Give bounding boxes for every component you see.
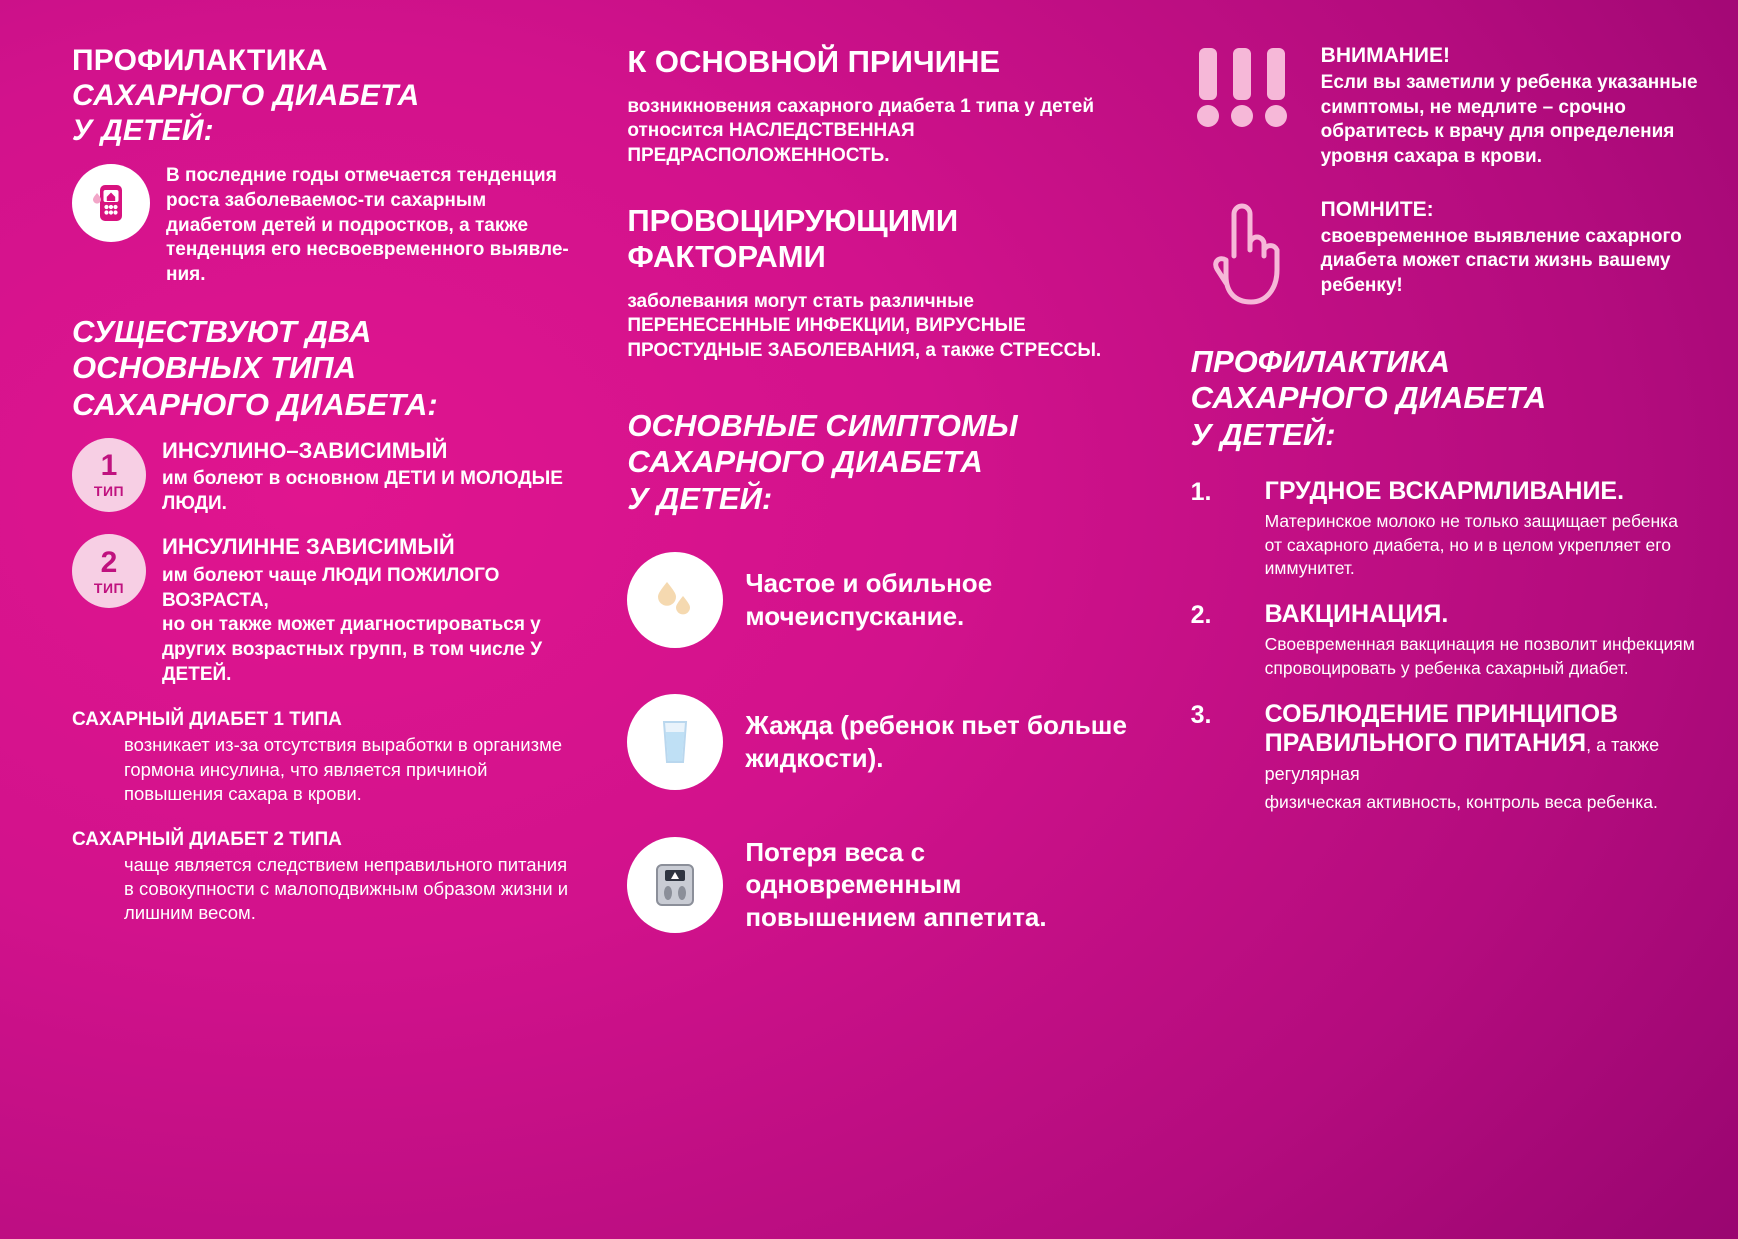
type-1-word: ТИП <box>93 483 125 500</box>
factors-title-line2: ФАКТОРАМИ <box>627 239 826 275</box>
intro-block <box>72 164 581 287</box>
water-drops-icon <box>627 552 723 648</box>
prevention-item-2-text: Своевременная вакцинация не позволит инфекциям спровоцировать у ребенка сахарный диабет. <box>1264 634 1695 678</box>
symptom-text: Жажда (ребенок пьет больше жидкости). <box>745 709 1127 773</box>
glucometer-icon <box>72 164 150 242</box>
scales-icon <box>627 837 723 933</box>
symptoms-title-line2: САХАРНОГО ДИАБЕТА <box>627 444 983 480</box>
prevention-item-3-title-tail: , а также регулярная <box>1264 734 1660 784</box>
type-1-title: ИНСУЛИНО–ЗАВИСИМЫЙ <box>162 437 448 463</box>
diabetes-block-2-head: САХАРНЫЙ ДИАБЕТ 2 ТИПА <box>72 828 342 850</box>
page-title-line1: ПРОФИЛАКТИКА <box>72 44 328 77</box>
water-glass-icon <box>627 694 723 790</box>
factors-title <box>627 203 1136 276</box>
prevention-item-3 <box>1191 700 1698 814</box>
type-2-word: ТИП <box>93 579 125 596</box>
diabetes-block-2 <box>72 829 581 926</box>
prevention-item-3-title <box>1265 700 1698 787</box>
type-2-title: ИНСУЛИННЕ ЗАВИСИМЫЙ <box>162 534 455 560</box>
type-2-text: но он также может диагностироваться у других возрастных групп, в том числе У ДЕТЕЙ. <box>162 614 543 685</box>
diabetes-type-1 <box>72 438 581 517</box>
prevention-item-3-index: 3. <box>1190 700 1212 729</box>
type-1-text: им болеют в основном ДЕТИ И МОЛОДЫЕ ЛЮДИ. <box>162 468 563 514</box>
prevention-item-1-index: 1. <box>1190 478 1212 507</box>
symptom-item <box>627 552 1136 648</box>
intro-text: В последние годы отмечается тенденция роста заболеваемос-ти сахарным диабетом детей и подростков, а также тенденция его несвоевременного выявле-ния. <box>166 165 569 286</box>
attention-block <box>1191 44 1698 170</box>
prevention-item-3-title-main: СОБЛЮДЕНИЕ ПРИНЦИПОВ ПРАВИЛЬНОГО ПИТАНИЯ <box>1264 699 1619 757</box>
prevention-title-line1: ПРОФИЛАКТИКА <box>1190 343 1451 379</box>
factors-title-line1: ПРОВОЦИРУЮЩИМИ <box>627 202 959 238</box>
symptom-item <box>627 694 1136 790</box>
triple-exclamation-icon <box>1191 44 1303 132</box>
type-1-badge <box>72 438 146 512</box>
remember-title: ПОМНИТЕ: <box>1320 197 1434 221</box>
types-heading-line2: ОСНОВНЫХ ТИПА <box>72 350 356 386</box>
symptoms-title <box>627 408 1136 518</box>
page-title-line3: У ДЕТЕЙ: <box>72 113 214 147</box>
column-causes-symptoms <box>627 44 1182 1219</box>
pointing-finger-icon <box>1191 198 1303 310</box>
type-2-number: 2 <box>100 545 118 579</box>
prevention-item-2-index: 2. <box>1190 601 1212 630</box>
remember-block <box>1191 198 1698 310</box>
diabetes-block-1-head: САХАРНЫЙ ДИАБЕТ 1 ТИПА <box>72 709 342 731</box>
prevention-item-1-title: ГРУДНОЕ ВСКАРМЛИВАНИЕ. <box>1264 477 1625 506</box>
prevention-item-3-text: физическая активность, контроль веса ребенка. <box>1264 791 1658 812</box>
prevention-item-1 <box>1191 477 1698 580</box>
prevention-item-2 <box>1191 600 1698 680</box>
diabetes-type-2 <box>72 534 581 687</box>
types-heading <box>72 314 581 424</box>
type-2-text-bold: им болеют чаще ЛЮДИ ПОЖИЛОГО ВОЗРАСТА, <box>162 564 500 611</box>
diabetes-block-1-text: возникает из-за отсутствия выработки в организме гормона инсулина, что является причиной повышения сахара в крови. <box>124 734 563 805</box>
prevention-title <box>1191 344 1698 454</box>
type-1-number: 1 <box>100 449 118 483</box>
cause-title: К ОСНОВНОЙ ПРИЧИНЕ <box>627 44 1001 79</box>
attention-title: ВНИМАНИЕ! <box>1320 44 1450 67</box>
symptom-text: Частое и обильное мочеиспускание. <box>745 567 993 631</box>
symptoms-title-line1: ОСНОВНЫЕ СИМПТОМЫ <box>627 407 1018 443</box>
types-heading-line3: САХАРНОГО ДИАБЕТА: <box>72 386 438 422</box>
page-title-line2: САХАРНОГО ДИАБЕТА <box>72 78 420 112</box>
symptom-item <box>627 836 1136 934</box>
prevention-item-2-title: ВАКЦИНАЦИЯ. <box>1264 600 1449 629</box>
diabetes-block-1 <box>72 709 581 806</box>
symptoms-title-line3: У ДЕТЕЙ: <box>627 481 773 517</box>
prevention-title-line2: САХАРНОГО ДИАБЕТА <box>1190 380 1547 416</box>
page-title <box>72 44 581 148</box>
prevention-title-line3: У ДЕТЕЙ: <box>1190 416 1336 452</box>
factors-text: заболевания могут стать различные ПЕРЕНЕСЕННЫЕ ИНФЕКЦИИ, ВИРУСНЫЕ ПРОСТУДНЫЕ ЗАБОЛЕВАНИЯ, а также СТРЕССЫ. <box>627 290 1102 362</box>
column-prevention-intro <box>72 44 627 1219</box>
cause-text: возникновения сахарного диабета 1 типа у детей относится НАСЛЕДСТВЕННАЯ ПРЕДРАСПОЛОЖЕННОСТЬ. <box>627 95 1094 166</box>
types-heading-line1: СУЩЕСТВУЮТ ДВА <box>72 313 372 349</box>
attention-text: Если вы заметили у ребенка указанные симптомы, не медлите – срочно обратитесь к врачу для определения уровня сахара в крови. <box>1320 72 1698 168</box>
diabetes-block-2-text: чаще является следствием неправильного питания в совокупности с малоподвижным образом жизни и лишним весом. <box>124 853 569 924</box>
symptom-text: Потеря веса с одновременным повышением аппетита. <box>745 836 1047 933</box>
type-2-badge <box>72 534 146 608</box>
column-attention-prevention <box>1183 44 1698 1219</box>
remember-text: своевременное выявление сахарного диабета может спасти жизнь вашему ребенку! <box>1320 225 1682 297</box>
prevention-item-1-text: Материнское молоко не только защищает ребенка от сахарного диабета, но и в целом укрепляет его иммунитет. <box>1264 511 1678 579</box>
